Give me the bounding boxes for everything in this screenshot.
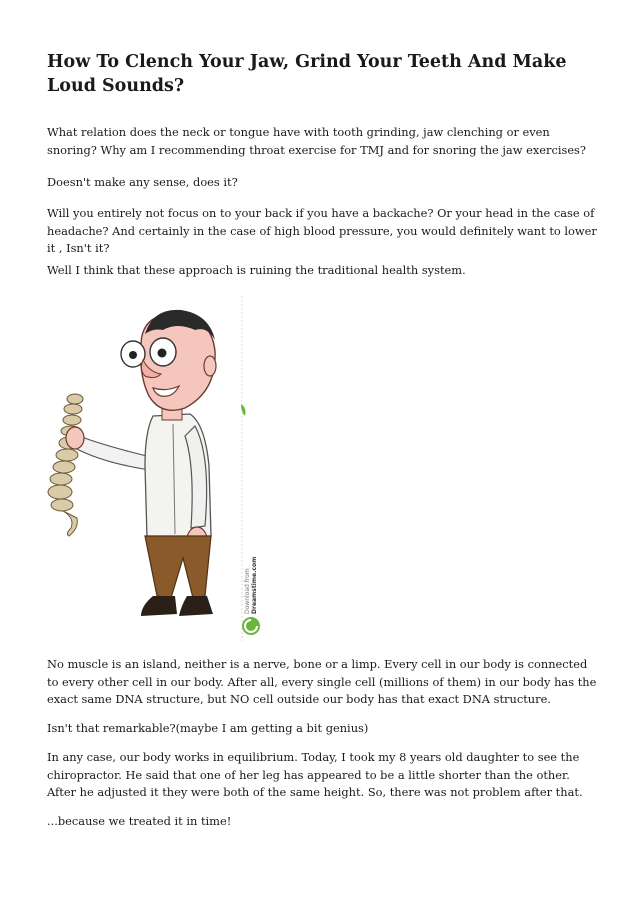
watermark-strip — [239, 296, 267, 641]
paragraph-7: In any case, our body works in equilibrium. Today, I took my 8 years old daughter to see the chiropractor. He said that one of her leg has appeared to be a little shorter than the other. After he adjusted it they were both of the same height. So, there was not problem after that. — [47, 750, 583, 799]
paragraph-3: Will you entirely not focus on to your back if you have a backache? Or your head in the case of headache? And certainly in the case of high blood pressure, you would definitely want to lower it , Isn't it? — [47, 206, 597, 255]
paragraph-4: Well I think that these approach is ruining the traditional health system. — [47, 263, 466, 277]
spine-icon — [48, 394, 83, 536]
paragraph-6: Isn't that remarkable?(maybe I am getting a bit genius) — [47, 721, 369, 735]
paragraph-2: Doesn't make any sense, does it? — [47, 175, 238, 189]
paragraph-1: What relation does the neck or tongue have with tooth grinding, jaw clenching or even snoring? Why am I recommending throat exercise for TMJ and for snoring the jaw exercises? — [47, 125, 587, 157]
page-title: How To Clench Your Jaw, Grind Your Teeth And Make Loud Sounds? — [47, 52, 567, 96]
site-name-text: Dreamstime.com — [251, 556, 258, 614]
paragraph-5: No muscle is an island, neither is a nerve, bone or a limp. Every cell in our body is connected to every other cell in our body. After all, every single cell (millions of them) in our body has the exact same DNA structure, but NO cell outside our body has that exact DNA structure. — [47, 657, 597, 706]
download-from-text: Download from — [244, 568, 251, 614]
paragraph-8: ...because we treated it in time! — [47, 814, 232, 828]
